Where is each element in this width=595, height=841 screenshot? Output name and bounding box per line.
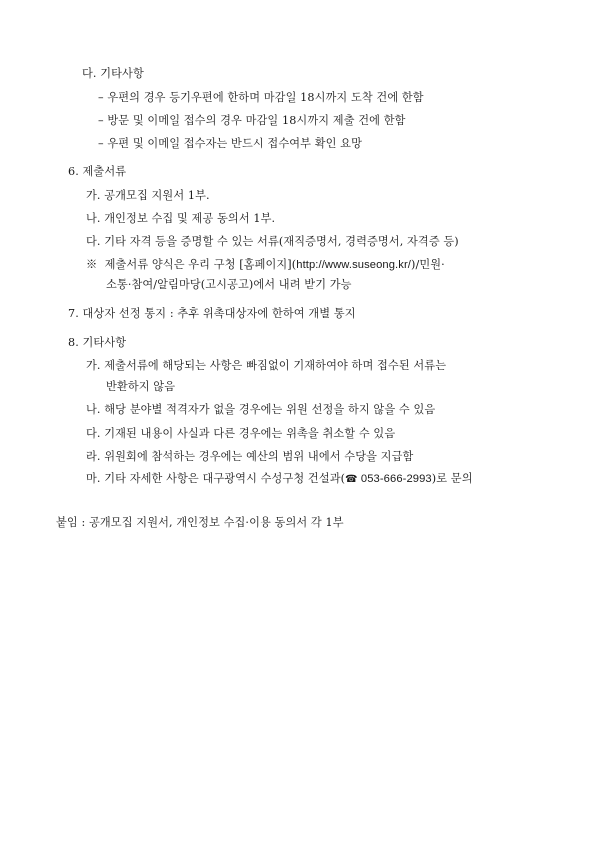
homepage-link[interactable]: http://www.suseong.kr/ — [296, 259, 411, 271]
note-mark: ※ — [86, 258, 98, 271]
misc-item-1: – 우편의 경우 등기우편에 한하며 마감일 18시까지 도착 건에 한함 — [98, 91, 424, 104]
section8-item-ra: 라. 위원회에 참석하는 경우에는 예산의 범위 내에서 수당을 지급함 — [86, 450, 414, 463]
section8-item-na: 나. 해당 분야별 적격자가 없을 경우에는 위원 선정을 하지 않을 수 있음 — [86, 403, 436, 416]
section8-item-da: 다. 기재된 내용이 사실과 다른 경우에는 위촉을 취소할 수 있음 — [86, 427, 396, 440]
item-ma-suffix: )로 문의 — [431, 472, 473, 485]
section8-item-ga-line1: 가. 제출서류에 해당되는 사항은 빠짐없이 기재하여야 하며 접수된 서류는 — [86, 359, 447, 372]
section7-heading: 7. 대상자 선정 통지 : 추후 위촉대상자에 한하여 개별 통지 — [68, 307, 356, 320]
section6-note-line1 — [86, 258, 445, 272]
telephone-icon: ☎ — [345, 474, 358, 485]
phone-number: 053-666-2993 — [357, 473, 432, 485]
section6-note-line2: 소통·참여/알림마당(고시공고)에서 내려 받기 가능 — [106, 278, 352, 291]
section6-heading: 6. 제출서류 — [68, 165, 127, 178]
section6-item-da: 다. 기타 자격 등을 증명할 수 있는 서류(재직증명서, 경력증명서, 자격증 등) — [86, 235, 459, 248]
section6-item-ga: 가. 공개모집 지원서 1부. — [86, 189, 210, 202]
misc-item-3: – 우편 및 이메일 접수자는 반드시 접수여부 확인 요망 — [98, 137, 362, 150]
misc-item-2: – 방문 및 이메일 접수의 경우 마감일 18시까지 제출 건에 한함 — [98, 114, 406, 127]
misc-heading: 다. 기타사항 — [82, 67, 144, 80]
section8-item-ga-line2: 반환하지 않음 — [106, 380, 176, 393]
note-prefix: 제출서류 양식은 우리 구청 [홈페이지]( — [104, 258, 297, 271]
section8-item-ma — [86, 472, 473, 487]
note-suffix: )/민원· — [411, 258, 445, 271]
attachment-note: 붙임 : 공개모집 지원서, 개인정보 수집·이용 동의서 각 1부 — [56, 516, 344, 529]
item-ma-prefix: 마. 기타 자세한 사항은 대구광역시 수성구청 건설과( — [86, 472, 346, 485]
section6-item-na: 나. 개인정보 수집 및 제공 동의서 1부. — [86, 212, 276, 225]
section8-heading: 8. 기타사항 — [68, 336, 127, 349]
